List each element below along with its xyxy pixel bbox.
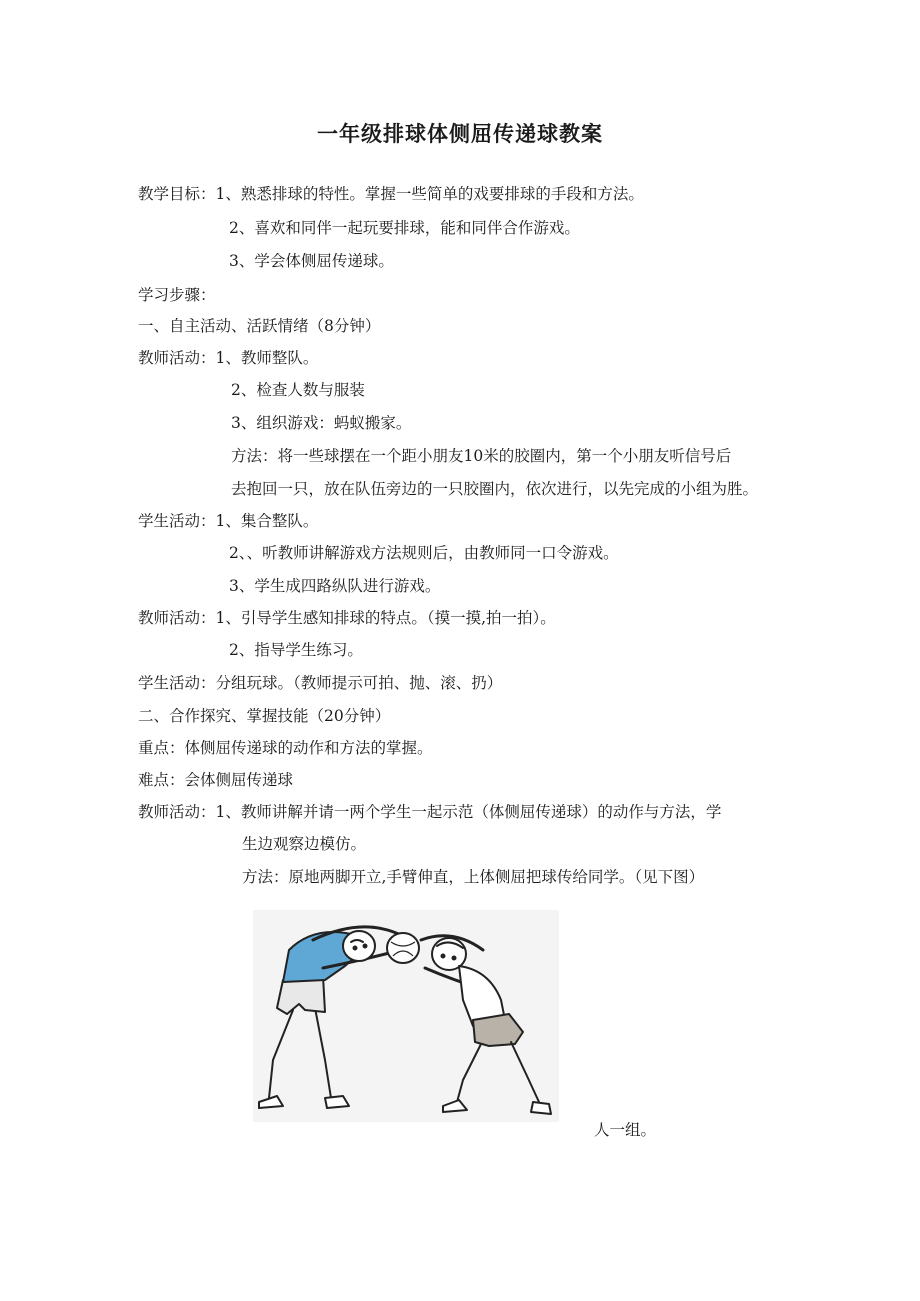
text-line: 一、自主活动、活跃情绪（8分钟） bbox=[138, 317, 381, 335]
text-line: 方法：将一些球摆在一个距小朋友10米的胶圈内，第一个小朋友听信号后 bbox=[231, 447, 732, 465]
text-line: 教师活动：1、教师讲解并请一两个学生一起示范（体侧屈传递球）的动作与方法，学 bbox=[138, 803, 722, 821]
side-bend-pass-illustration bbox=[253, 910, 559, 1122]
text-line: 教学目标：1、熟悉排球的特性。掌握一些简单的戏要排球的手段和方法。 bbox=[138, 185, 644, 203]
text-line: 学生活动：分组玩球。（教师提示可拍、抛、滚、扔） bbox=[138, 674, 503, 692]
text-line: 2、喜欢和同伴一起玩要排球，能和同伴合作游戏。 bbox=[229, 219, 580, 237]
text-line: 学生活动：1、集合整队。 bbox=[138, 512, 319, 530]
text-line: 方法：原地两脚开立,手臂伸直，上体侧屈把球传给同学。（见下图） bbox=[242, 868, 705, 886]
text-line: 去抱回一只，放在队伍旁边的一只胶圈内，依次进行，以先完成的小组为胜。 bbox=[231, 480, 759, 498]
text-line: 3、学会体侧屈传递球。 bbox=[229, 252, 394, 270]
text-line: 2、检查人数与服装 bbox=[231, 381, 365, 399]
text-line: 3、学生成四路纵队进行游戏。 bbox=[229, 577, 441, 595]
text-line: 3、组织游戏：蚂蚁搬家。 bbox=[231, 414, 412, 432]
text-line: 重点：体侧屈传递球的动作和方法的掌握。 bbox=[138, 739, 433, 757]
text-line: 二、合作探究、掌握技能（20分钟） bbox=[138, 707, 391, 725]
text-line: 生边观察边模仿。 bbox=[242, 835, 367, 853]
text-line: 2、指导学生练习。 bbox=[229, 641, 363, 659]
figure-caption: 人一组。 bbox=[594, 1121, 657, 1139]
volleyball-icon bbox=[387, 933, 419, 963]
page-title: 一年级排球体侧屈传递球教案 bbox=[317, 122, 603, 146]
text-line: 教师活动：1、教师整队。 bbox=[138, 349, 319, 367]
text-line: 教师活动：1、引导学生感知排球的特点。（摸一摸,拍一拍）。 bbox=[138, 609, 556, 627]
text-line: 2、、听教师讲解游戏方法规则后，由教师同一口令游戏。 bbox=[229, 544, 619, 562]
text-line: 难点：会体侧屈传递球 bbox=[138, 771, 294, 789]
text-line: 学习步骤： bbox=[138, 286, 216, 304]
